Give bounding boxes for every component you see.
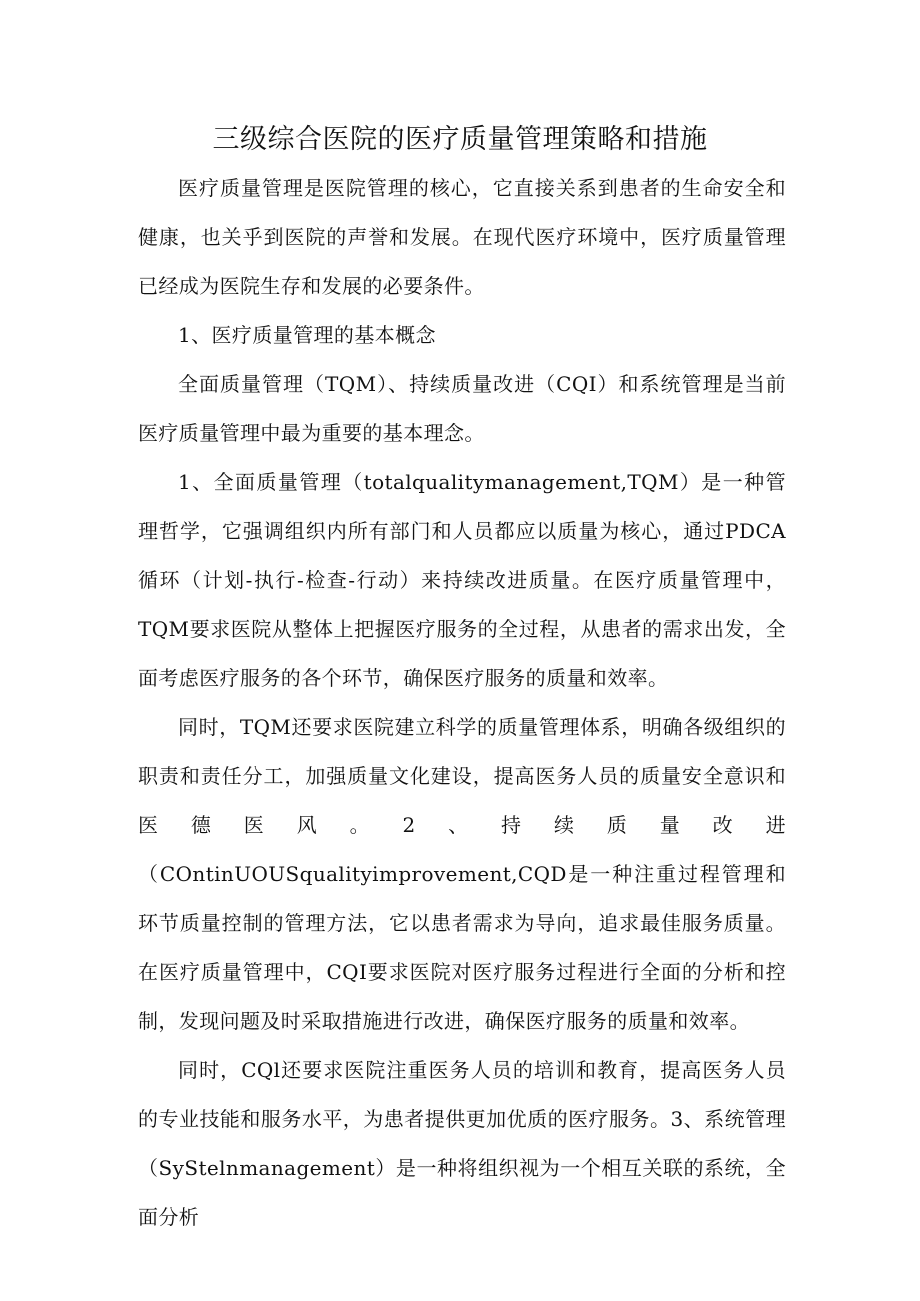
paragraph-intro: 医疗质量管理是医院管理的核心，它直接关系到患者的生命安全和健康，也关乎到医院的声誉和发展。在现代医疗环境中，医疗质量管理已经成为医院生存和发展的必要条件。: [138, 176, 786, 298]
document-body: [138, 164, 786, 1242]
paragraph-tqm: 1、全面质量管理（totalqualitymanagement,TQM）是一种管理哲学，它强调组织内所有部门和人员都应以质量为核心，通过PDCA循环（计划-执行-检查-行动）来持续改进质量。在医疗质量管理中，TQM要求医院从整体上把握医疗服务的全过程，从患者的需求出发，全面考虑医疗服务的各个环节，确保医疗服务的质量和效率。: [138, 470, 786, 690]
paragraph-core-concepts: 全面质量管理（TQM）、持续质量改进（CQI）和系统管理是当前医疗质量管理中最为重要的基本理念。: [138, 372, 786, 445]
document-title: 三级综合医院的医疗质量管理策略和措施: [212, 124, 708, 155]
section-heading-basic-concepts: 1、医疗质量管理的基本概念: [178, 323, 436, 347]
paragraph-tqm-cqi: 同时，TQM还要求医院建立科学的质量管理体系，明确各级组织的职责和责任分工，加强质量文化建设，提高医务人员的质量安全意识和医德医风。2、持续质量改进（COntinUOUSqualityimprovement,CQD是一种注重过程管理和环节质量控制的管理方法，它以患者需求为导向，追求最佳服务质量。在医疗质量管理中，CQI要求医院对医疗服务过程进行全面的分析和控制，发现问题及时采取措施进行改进，确保医疗服务的质量和效率。: [138, 715, 786, 1033]
paragraph-cqi-system: 同时，CQl还要求医院注重医务人员的培训和教育，提高医务人员的专业技能和服务水平，为患者提供更加优质的医疗服务。3、系统管理（SyStelnmanagement）是一种将组织视为一个相互关联的系统，全面分析: [138, 1058, 786, 1229]
